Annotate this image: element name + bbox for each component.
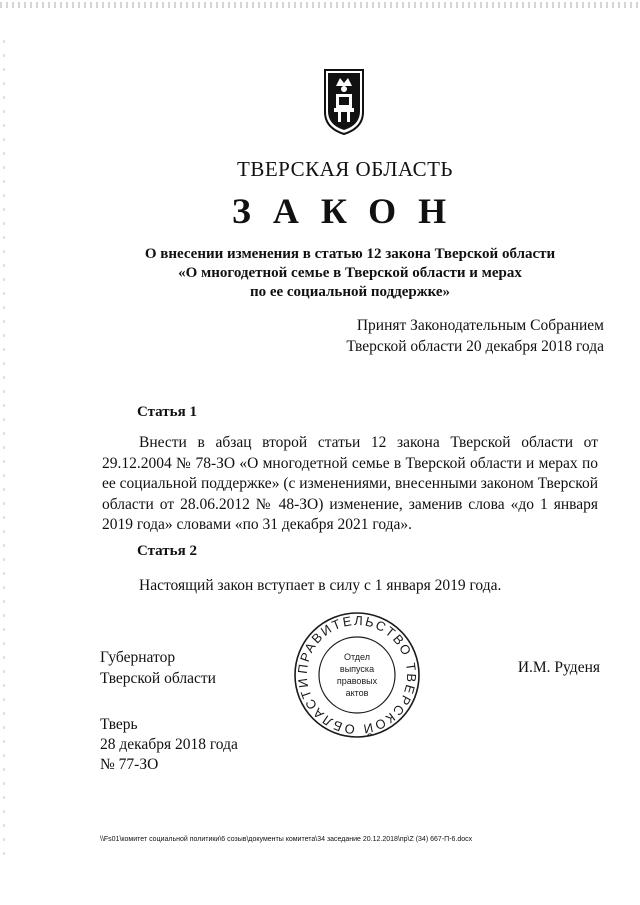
signatory-name: И.М. Руденя — [517, 659, 600, 676]
place-date: 28 декабря 2018 года — [100, 736, 238, 753]
document-type: ЗАКОН — [231, 191, 469, 231]
adoption-note — [346, 315, 604, 357]
law-title-line: «О многодетной семье в Тверской области и мерах — [178, 265, 522, 281]
article-1-text: Внести в абзац второй статьи 12 закона Тверской области от 29.12.2004 № 78-ЗО «О многодетной семье в Тверской области и мерах по ее социальной поддержке» (с изменениями, внесенными законом Тверской области от 28.06.2012 № 48-ЗО) изменение, заменив слова «до 1 января 2019 года» словами «по 31 декабря 2021 года». — [102, 434, 598, 533]
article-1-heading: Статья 1 — [137, 404, 197, 420]
adoption-line: Тверской области 20 декабря 2018 года — [346, 338, 604, 355]
stamp-ring-text: ПРАВИТЕЛЬСТВО ТВЕРСКОЙ ОБЛАСТИ — [294, 612, 420, 738]
signatory-position-line: Губернатор — [100, 649, 176, 666]
adoption-line: Принят Законодательным Собранием — [356, 317, 604, 334]
stamp-center-line: правовых — [336, 676, 378, 686]
region-title: ТВЕРСКАЯ ОБЛАСТЬ — [237, 157, 453, 181]
stamp-center-line: Отдел — [343, 652, 371, 662]
stamp-center-line: актов — [345, 688, 369, 698]
article-2-text: Настоящий закон вступает в силу с 1 января 2019 года. — [139, 577, 502, 594]
signatory-position — [100, 648, 216, 689]
law-title-line: по ее социальной поддержке» — [249, 284, 451, 300]
place-city: Тверь — [100, 716, 138, 733]
file-path-footer: \\Fs01\комитет социальной политики\6 созыв\документы комитета\34 заседание 20.12.2018\пр\Z (34) 667-П-6.docx — [100, 836, 473, 843]
law-title-line: О внесении изменения в статью 12 закона Тверской области — [144, 246, 556, 262]
official-stamp — [291, 610, 423, 740]
law-title — [0, 245, 640, 302]
scan-artifact-top — [0, 2, 640, 8]
signatory-position-line: Тверской области — [100, 669, 216, 687]
coat-of-arms-icon — [322, 68, 366, 136]
place-and-date — [100, 715, 238, 775]
stamp-center-line: выпуска — [339, 664, 375, 674]
article-2-heading: Статья 2 — [137, 543, 197, 559]
law-number: № 77-ЗО — [100, 756, 159, 773]
